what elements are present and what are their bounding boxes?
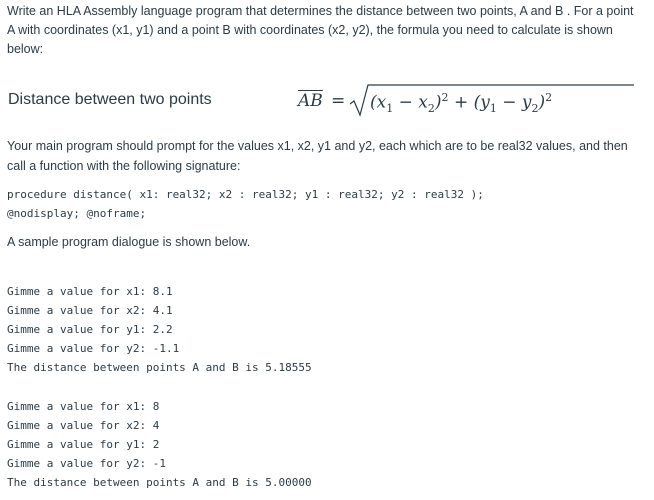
dialogue-line: Gimme a value for x1: 8.1 — [7, 285, 173, 298]
dialogue-line: Gimme a value for y1: 2 — [7, 438, 160, 451]
section-heading: Distance between two points — [8, 91, 212, 108]
intro-paragraph: Write an HLA Assembly language program that determines the distance between two points, A and B . For a point A with coordinates (x1, y1) and a point B with coordinates (x2, y2), the formula you need to calculate is shown below: — [7, 4, 634, 56]
signature-line: procedure distance( x1: real32; x2 : real32; y1 : real32; y2 : real32 ); — [7, 188, 484, 201]
dialogue-line: Gimme a value for x2: 4.1 — [7, 304, 173, 317]
main-program-paragraph: Your main program should prompt for the values x1, x2, y1 and y2, each which are to be real32 values, and then call a function with the following signature: — [7, 139, 628, 173]
dialogue-line: Gimme a value for y1: 2.2 — [7, 323, 173, 336]
dialogue-line: Gimme a value for x1: 8 — [7, 400, 160, 413]
dialogue-line: Gimme a value for x2: 4 — [7, 419, 160, 432]
sample-intro: A sample program dialogue is shown below. — [7, 235, 251, 249]
dialogue-line: Gimme a value for y2: -1 — [7, 457, 166, 470]
dialogue-result-line: The distance between points A and B is 5.00000 — [7, 476, 312, 489]
dialogue-line: Gimme a value for y2: -1.1 — [7, 342, 180, 355]
formula-lhs: $\overline{AB}$ — [298, 91, 323, 111]
formula-equals: = — [331, 91, 346, 111]
signature-line: @nodisplay; @noframe; — [7, 207, 147, 220]
formula-radicand: $(x_1 - x_2)^2 + (y_1 - y_2)^2$ — [370, 91, 553, 116]
dialogue-result-line: The distance between points A and B is 5.18555 — [7, 361, 312, 374]
